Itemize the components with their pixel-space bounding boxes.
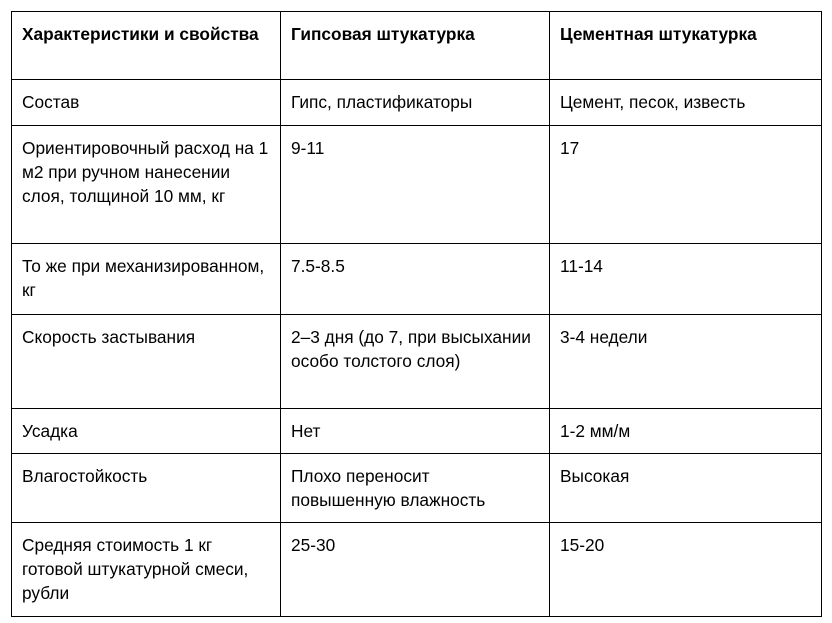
gypsum-value-cell: 25-30 [281,523,550,617]
header-cell-gypsum: Гипсовая штукатурка [281,12,550,80]
cement-value-cell: 17 [550,126,822,244]
cement-value-cell: 11-14 [550,244,822,315]
table-row [12,126,822,244]
row-label-cell: Влагостойкость [12,454,281,523]
row-label-cell: Усадка [12,409,281,454]
table-row [12,409,822,454]
table-row [12,523,822,617]
cement-value-cell: 1-2 мм/м [550,409,822,454]
row-label-cell: Состав [12,80,281,126]
header-cell-cement: Цементная штукатурка [550,12,822,80]
header-cell-characteristics: Характеристики и свойства [12,12,281,80]
row-label-cell: Ориентировочный расход на 1 м2 при ручном нанесении слоя, толщиной 10 мм, кг [12,126,281,244]
table-header-row [12,12,822,80]
gypsum-value-cell: 9-11 [281,126,550,244]
table-row [12,244,822,315]
table-row [12,80,822,126]
row-label-cell: Средняя стоимость 1 кг готовой штукатурной смеси, рубли [12,523,281,617]
cement-value-cell: 3-4 недели [550,315,822,409]
gypsum-value-cell: Нет [281,409,550,454]
table-row [12,454,822,523]
cement-value-cell: Высокая [550,454,822,523]
gypsum-value-cell: Плохо переносит повышенную влажность [281,454,550,523]
cement-value-cell: 15-20 [550,523,822,617]
table-row [12,315,822,409]
row-label-cell: То же при механизированном, кг [12,244,281,315]
gypsum-value-cell: 2–3 дня (до 7, при высыхании особо толстого слоя) [281,315,550,409]
comparison-table [11,11,822,617]
row-label-cell: Скорость застывания [12,315,281,409]
gypsum-value-cell: 7.5-8.5 [281,244,550,315]
cement-value-cell: Цемент, песок, известь [550,80,822,126]
gypsum-value-cell: Гипс, пластификаторы [281,80,550,126]
